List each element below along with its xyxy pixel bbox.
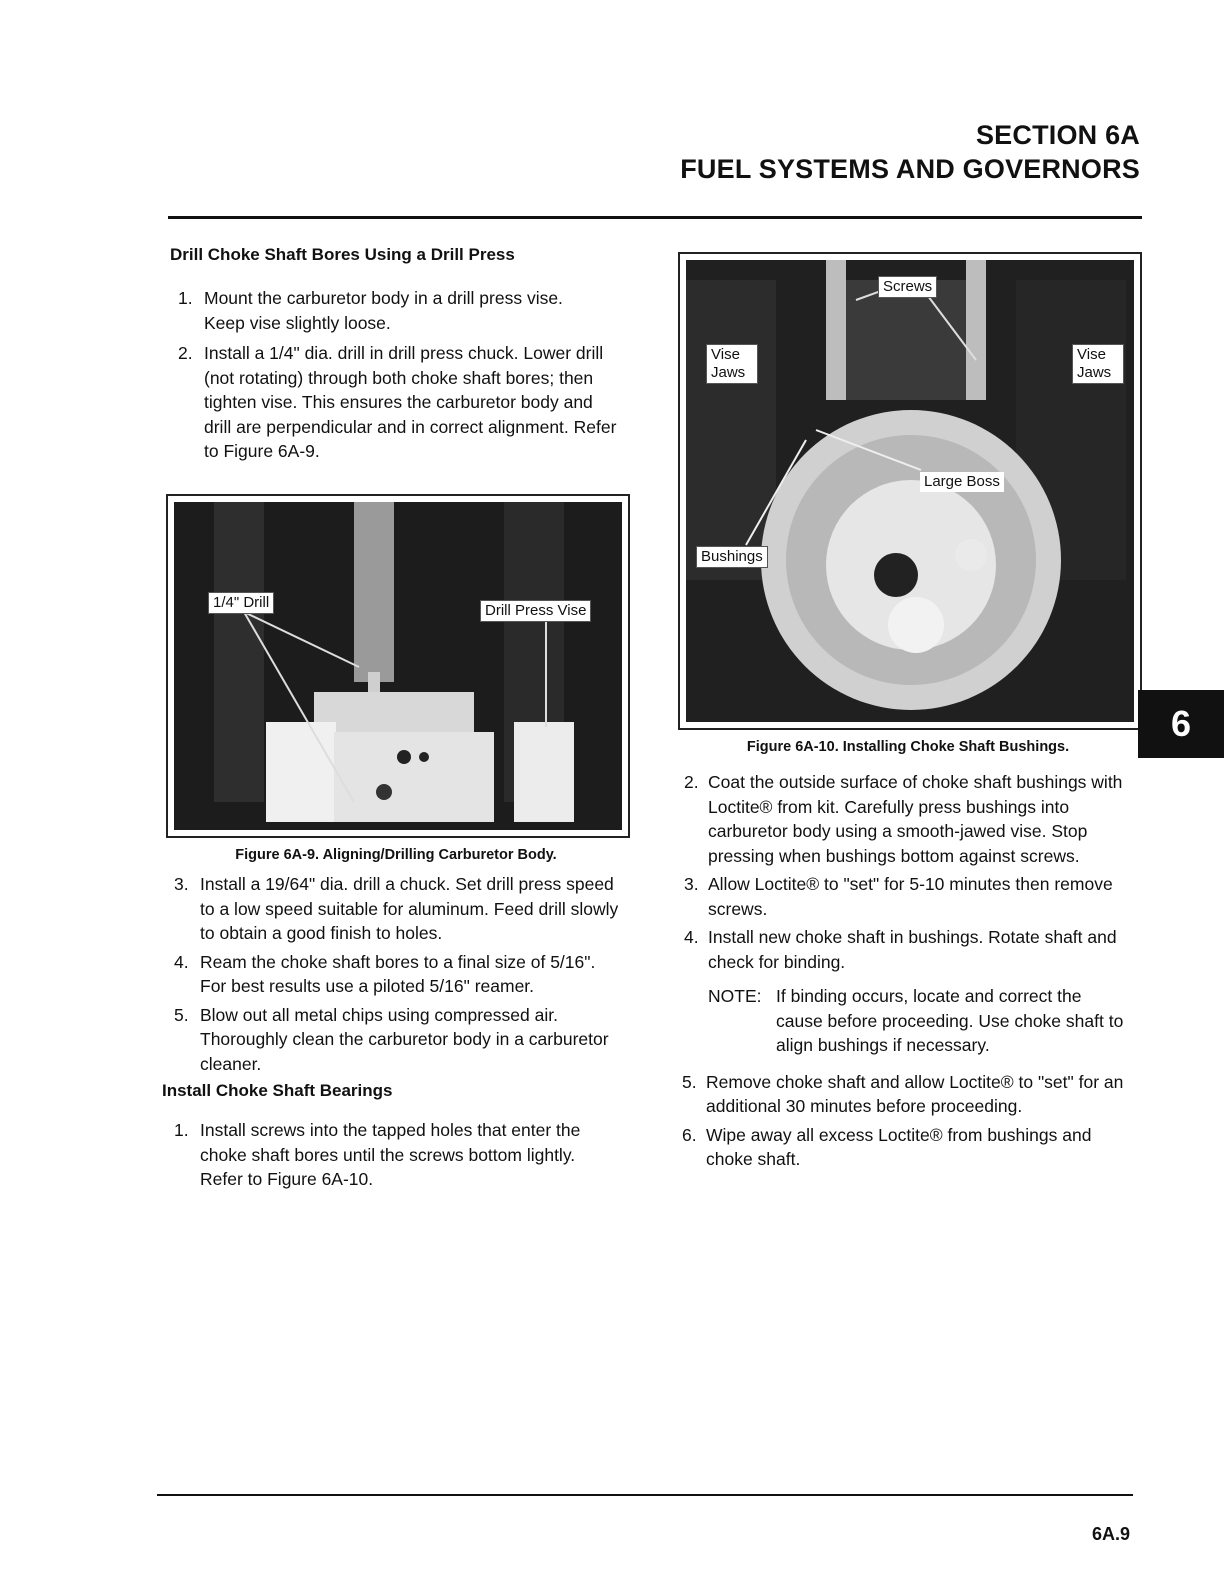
page-header xyxy=(680,118,1140,186)
left-column xyxy=(162,244,632,464)
drill-steps-list xyxy=(162,286,632,464)
step-text: Blow out all metal chips using compressed air. Thoroughly clean the carburetor body in a carburetor cleaner. xyxy=(200,1004,609,1074)
step-number: 5. xyxy=(682,1071,697,1092)
drill-press-illustration xyxy=(174,502,622,830)
step-text: Install new choke shaft in bushings. Rotate shaft and check for binding. xyxy=(708,927,1117,972)
footer-divider xyxy=(157,1494,1133,1496)
bearings-steps-final xyxy=(678,1070,1144,1172)
list-item xyxy=(162,286,632,335)
bearings-section-heading: Install Choke Shaft Bearings xyxy=(162,1081,393,1100)
label-screws: Screws xyxy=(878,276,937,298)
figure-6a-9-photo xyxy=(166,494,630,838)
note-text: If binding occurs, locate and correct the cause before proceeding. Use choke shaft to align bushings if necessary. xyxy=(776,986,1124,1055)
bearings-steps-list xyxy=(162,1118,632,1192)
step-text: Ream the choke shaft bores to a final size of 5/16". For best results use a piloted 5/16" reamer. xyxy=(200,951,596,996)
label-vise-jaws-right: Vise Jaws xyxy=(1072,344,1124,384)
list-item xyxy=(162,1118,632,1192)
note-block xyxy=(678,984,1126,1058)
step-number: 1. xyxy=(174,1120,189,1140)
step-number: 6. xyxy=(682,1124,697,1145)
label-bushings: Bushings xyxy=(696,546,768,568)
step-text: Install a 19/64" dia. drill a chuck. Set drill press speed to a low speed suitable for aluminum. Feed drill slowly to obtain a good finish to holes. xyxy=(200,874,619,943)
step-number: 4. xyxy=(174,951,189,972)
list-item xyxy=(678,872,1144,921)
right-column-text xyxy=(678,770,1144,1172)
left-column-lower xyxy=(162,872,632,1192)
section-title: FUEL SYSTEMS AND GOVERNORS xyxy=(680,154,1140,184)
list-item xyxy=(678,1123,1144,1172)
figure-6a-9-caption: Figure 6A-9. Aligning/Drilling Carburetor Body. xyxy=(235,847,557,863)
carburetor-illustration xyxy=(686,260,1134,722)
label-drill-press-vise: Drill Press Vise xyxy=(480,600,591,622)
section-tab: 6 xyxy=(1138,690,1224,758)
label-drill: 1/4" Drill xyxy=(208,592,274,614)
section-number: SECTION 6A xyxy=(975,120,1140,150)
drill-section-heading: Drill Choke Shaft Bores Using a Drill Press xyxy=(170,245,515,264)
list-item xyxy=(162,950,632,999)
list-item xyxy=(678,925,1144,974)
step-text: Install a 1/4" dia. drill in drill press chuck. Lower drill (not rotating) through both choke shaft bores; then tighten vise. This ensures the carburetor body and drill are perpendicular and in correct alignment. Refer to Figure 6A-9. xyxy=(204,343,617,461)
figure-6a-10-caption: Figure 6A-10. Installing Choke Shaft Bushings. xyxy=(746,739,1070,755)
step-number: 4. xyxy=(684,927,699,947)
step-text: Mount the carburetor body in a drill press vise. Keep vise slightly loose. xyxy=(204,288,563,333)
label-vise-jaws-left: Vise Jaws xyxy=(706,344,758,384)
step-number: 2. xyxy=(178,343,193,363)
step-text: Allow Loctite® to "set" for 5-10 minutes then remove screws. xyxy=(708,874,1113,919)
step-number: 2. xyxy=(684,772,699,792)
figure-6a-10-photo xyxy=(678,252,1142,730)
header-divider xyxy=(168,216,1142,219)
photo-area xyxy=(174,502,622,830)
step-number: 3. xyxy=(174,874,189,894)
list-item xyxy=(678,1070,1144,1119)
list-item xyxy=(678,770,1144,868)
step-text: Coat the outside surface of choke shaft bushings with Loctite® from kit. Carefully press bushings into carburetor body using a smooth-jawed vise. Stop pressing when bushings bottom against screws. xyxy=(708,772,1123,866)
list-item xyxy=(162,872,632,946)
page-number: 6A.9 xyxy=(1091,1524,1130,1544)
step-text: Install screws into the tapped holes that enter the choke shaft bores until the screws bottom lightly. Refer to Figure 6A-10. xyxy=(200,1120,581,1189)
photo-area xyxy=(686,260,1134,722)
step-number: 3. xyxy=(684,874,699,894)
drill-steps-continued xyxy=(162,872,632,1076)
step-number: 1. xyxy=(178,288,193,308)
step-text: Wipe away all excess Loctite® from bushings and choke shaft. xyxy=(706,1124,1092,1169)
list-item xyxy=(162,1003,632,1077)
label-large-boss: Large Boss xyxy=(920,472,1004,492)
note-label: NOTE: xyxy=(708,986,762,1006)
bearings-steps-continued xyxy=(678,770,1144,974)
step-number: 5. xyxy=(174,1004,189,1025)
step-text: Remove choke shaft and allow Loctite® to "set" for an additional 30 minutes before proceeding. xyxy=(706,1071,1124,1116)
list-item xyxy=(162,341,632,464)
